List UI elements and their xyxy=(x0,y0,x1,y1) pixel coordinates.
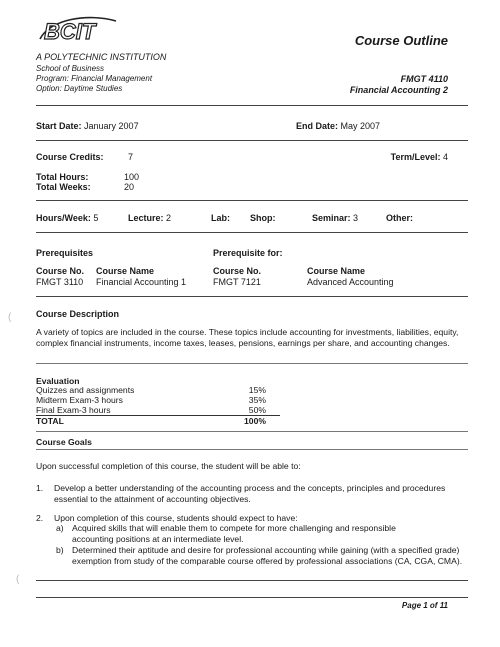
divider xyxy=(36,296,468,297)
divider xyxy=(36,580,468,581)
end-date xyxy=(296,121,380,131)
hours-week-value: 5 xyxy=(93,213,99,223)
goal-text: Develop a better understanding of the accounting process and the concepts, principles and procedures essential to the attainment of accounting objectives. xyxy=(54,483,446,504)
description-text: A variety of topics are included in the course. These topics include accounting for investments, liabilities, equity, complex financial instruments, income taxes, leases, pensions, earnings per share, and accounting changes. xyxy=(36,327,459,348)
prereq-for-course-no: FMGT 7121 xyxy=(213,277,261,287)
start-date-label: Start Date: xyxy=(36,121,82,131)
term-value: 4 xyxy=(442,152,448,162)
term-label: Term/Level: xyxy=(390,152,441,162)
hours-week-label: Hours/Week: xyxy=(36,213,91,223)
start-date-value: January 2007 xyxy=(84,121,139,131)
evaluation-item-label: Final Exam-3 hours xyxy=(36,405,111,415)
scan-mark: ( xyxy=(16,574,20,585)
school-line: School of Business xyxy=(36,64,105,73)
lecture xyxy=(128,213,171,223)
divider xyxy=(36,200,468,201)
prerequisite-for-heading: Prerequisite for: xyxy=(213,248,283,258)
goal-text: Upon completion of this course, students should expect to have: xyxy=(54,513,298,523)
sub-goal-text: Acquired skills that will enable them to compete for more challenging and responsible accounting positions at an intermediate level. xyxy=(72,523,396,544)
divider xyxy=(36,363,468,364)
evaluation-total-value: 100% xyxy=(244,416,266,426)
divider xyxy=(36,449,468,450)
evaluation-item-value: 50% xyxy=(248,405,266,415)
prereq-for-col-name: Course Name xyxy=(307,266,366,276)
evaluation-heading: Evaluation xyxy=(36,376,80,386)
seminar-label: Seminar: xyxy=(312,213,351,223)
term-level xyxy=(391,152,448,162)
divider xyxy=(36,431,468,432)
divider xyxy=(36,105,468,106)
goals-heading: Course Goals xyxy=(36,437,92,447)
prereq-col-no: Course No. xyxy=(36,266,85,276)
total-hours-value: 100 xyxy=(124,172,140,182)
goals-intro: Upon successful completion of this course, the student will be able to: xyxy=(36,461,301,471)
sub-goal-label: b) xyxy=(56,545,64,555)
logo-text: BCIT xyxy=(44,19,96,44)
prereq-col-name: Course Name xyxy=(96,266,155,276)
evaluation-item-value: 35% xyxy=(248,395,266,405)
end-date-label: End Date: xyxy=(296,121,339,131)
course-code: FMGT 4110 xyxy=(400,74,448,84)
credits-label: Course Credits: xyxy=(36,152,104,162)
goal-number: 1. xyxy=(36,483,44,493)
sub-goal-text: Determined their aptitude and desire for professional accounting while gaining (with a specified grade) exemption from study of the comparable course offered by professional associations (CA, CGA, CMA). xyxy=(72,545,463,566)
footer-divider xyxy=(36,597,468,598)
institution-line: A POLYTECHNIC INSTITUTION xyxy=(36,52,167,62)
bcit-logo xyxy=(36,15,122,45)
program-line: Program: Financial Management xyxy=(36,74,153,83)
total-weeks-value: 20 xyxy=(124,182,135,192)
page-title: Course Outline xyxy=(354,33,448,48)
evaluation-item-label: Midterm Exam-3 hours xyxy=(36,395,123,405)
option-line: Option: Daytime Studies xyxy=(36,84,123,93)
other-label: Other: xyxy=(386,213,413,223)
prerequisites-heading: Prerequisites xyxy=(36,248,94,258)
total-weeks-label: Total Weeks: xyxy=(36,182,91,192)
prereq-course-no: FMGT 3110 xyxy=(36,277,84,287)
hours-week xyxy=(36,213,98,223)
scan-mark: ( xyxy=(8,312,12,323)
description-heading: Course Description xyxy=(36,309,120,319)
prereq-for-course-name: Advanced Accounting xyxy=(307,277,394,287)
total-hours-label: Total Hours: xyxy=(36,172,89,182)
sub-goal-label: a) xyxy=(56,523,64,533)
prereq-for-col-no: Course No. xyxy=(213,266,262,276)
evaluation-total-label: TOTAL xyxy=(36,416,64,426)
lecture-label: Lecture: xyxy=(128,213,164,223)
shop-label: Shop: xyxy=(250,213,276,223)
divider xyxy=(36,232,468,233)
divider xyxy=(36,140,468,141)
prereq-course-name: Financial Accounting 1 xyxy=(96,277,187,287)
start-date xyxy=(36,121,139,131)
seminar-value: 3 xyxy=(353,213,359,223)
course-title: Financial Accounting 2 xyxy=(349,85,448,95)
seminar xyxy=(312,213,358,223)
evaluation-item-value: 15% xyxy=(248,385,266,395)
lab-label: Lab: xyxy=(211,213,230,223)
page-number: Page 1 of 11 xyxy=(401,601,448,610)
lecture-value: 2 xyxy=(166,213,172,223)
evaluation-item-label: Quizzes and assignments xyxy=(36,385,135,395)
goal-number: 2. xyxy=(36,513,44,523)
credits-value: 7 xyxy=(128,152,134,162)
end-date-value: May 2007 xyxy=(340,121,381,131)
